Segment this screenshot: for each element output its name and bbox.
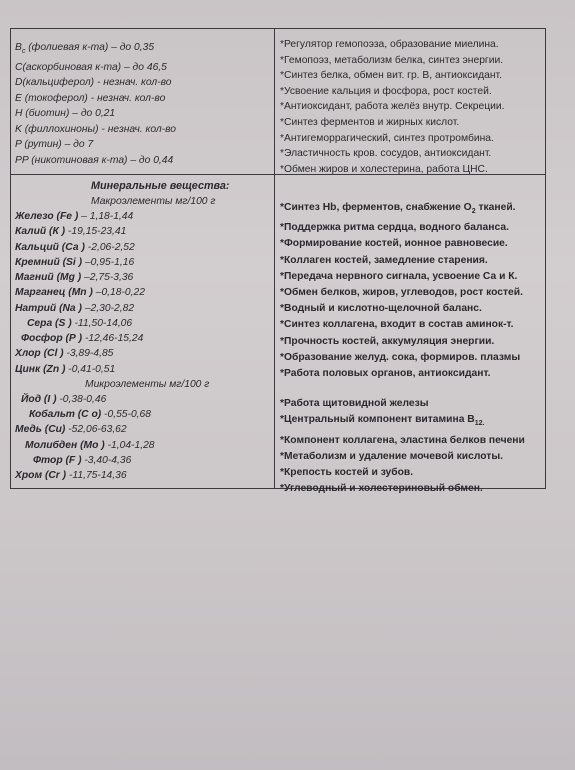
mineral-row: [15, 224, 274, 239]
function-text: *Работа щитовидной железы: [280, 398, 429, 410]
mineral-name: Сера: [27, 317, 56, 329]
mineral-symbol: (Mn ): [68, 287, 93, 299]
mineral-name: Калий: [15, 226, 50, 238]
mineral-value: –2,75-3,36: [81, 272, 134, 283]
mineral-symbol: (Fe ): [56, 211, 79, 222]
mineral-symbol: (Р ): [65, 333, 83, 344]
function-text: *Формирование костей, ионное равновесие.: [280, 238, 508, 250]
mineral-value: -11,50-14,06: [71, 317, 133, 329]
mineral-name: Магний: [15, 272, 57, 283]
mineral-value: – 1,18-1,44: [78, 211, 134, 222]
vitamin-row: [15, 106, 274, 122]
function-text: *Углеводный и холестериновый обмен.: [280, 483, 483, 495]
mineral-row: [15, 240, 274, 255]
mineral-value: –2,30-2,82: [81, 302, 135, 314]
function-text-end: тканей.: [475, 202, 516, 213]
vitamin-name: PP: [15, 154, 29, 166]
mineral-function: [280, 433, 546, 449]
vitamin-function: *Синтез ферментов и жирных кислот.: [280, 116, 460, 128]
mineral-value: -2,06-2,52: [84, 241, 135, 253]
vitamin-name: B: [15, 42, 22, 53]
vitamin-function: *Эластичность кров. сосудов, антиоксидант.: [280, 148, 492, 160]
mineral-row: [15, 438, 274, 453]
vitamin-detail: (токоферол) - незнач. кол-во: [21, 92, 166, 104]
vitamin-function: *Гемопоэз, метаболизм белка, синтез энергии.: [280, 54, 504, 66]
mineral-symbol: (Na ): [59, 302, 82, 314]
mineral-row: [15, 209, 274, 224]
vitamin-function: *Усвоение кальция и фосфора, рост костей.: [280, 85, 492, 97]
mineral-name: Кремний: [15, 256, 63, 268]
vitamin-detail: (аскорбиновая к-та) – до 46,5: [22, 61, 167, 73]
vitamin-row: [15, 60, 274, 76]
vitamin-function: *Регулятор гемопоэза, образование миелина.: [280, 39, 499, 50]
mineral-row: [15, 392, 274, 407]
function-text: *Поддержка ритма сердца, водного баланса.: [280, 222, 509, 234]
vitamin-detail: (фолиевая к-та) – до 0,35: [25, 42, 155, 53]
vitamin-detail: (рутин) – до 7: [21, 139, 94, 151]
mineral-symbol: (F ): [65, 454, 82, 466]
mineral-name: Цинк: [15, 363, 44, 375]
mineral-row: [15, 346, 274, 361]
mineral-function: [280, 334, 546, 350]
mineral-row: [15, 301, 274, 316]
mineral-name: Железо: [15, 211, 57, 222]
mineral-name: Фтор: [33, 454, 66, 466]
mineral-function: [280, 396, 546, 412]
vitamin-function: *Обмен жиров и холестерина, работа ЦНС.: [280, 163, 488, 175]
mineral-value: -52,06-63,62: [65, 424, 127, 436]
vitamin-detail: (филлохиноны) - незнач. кол-во: [21, 123, 176, 135]
function-subscript: 2: [471, 208, 476, 216]
vitamin-name: C: [15, 61, 23, 73]
function-text: *Образование желуд. сока, формиров. плазмы: [280, 351, 521, 363]
vitamin-function: *Антигеморрагический, синтез протромбина.: [280, 132, 494, 144]
mineral-value: -3,89-4,85: [63, 348, 114, 360]
mineral-function: [280, 285, 546, 301]
vitamin-row: [15, 91, 274, 107]
mineral-value: –0,95-1,16: [82, 256, 135, 268]
mineral-row: [15, 468, 274, 483]
vitamin-subscript: c: [21, 48, 26, 56]
macro-heading: Макроэлементы мг/100 г: [91, 196, 216, 207]
column-divider: [274, 29, 275, 488]
mineral-row: [15, 407, 274, 422]
mineral-name: Марганец: [15, 287, 69, 299]
mineral-function: [280, 236, 546, 252]
mineral-name: Фосфор: [21, 333, 66, 344]
function-subscript: 12.: [474, 420, 485, 428]
mineral-name: Медь: [15, 424, 45, 436]
vitamin-detail: (никотиновая к-та) – до 0,44: [28, 154, 174, 166]
mineral-value: -3,40-4,36: [81, 454, 132, 466]
mineral-row: [15, 453, 274, 468]
mineral-row: [15, 362, 274, 377]
mineral-function: [280, 412, 546, 432]
mineral-name: Кальций: [15, 241, 62, 253]
function-text: *Обмен белков, жиров, углеводов, рост костей.: [280, 287, 523, 299]
vitamin-name: H: [15, 108, 23, 120]
mineral-symbol: (S ): [55, 317, 72, 329]
mineral-name: Йод: [21, 393, 44, 405]
mineral-symbol: (Mo ): [80, 439, 105, 451]
function-text: *Синтез коллагена, входит в состав аминок-т.: [280, 319, 514, 331]
vitamin-name: D: [15, 77, 23, 89]
mineral-function: [280, 301, 546, 317]
mineral-function: [280, 220, 546, 236]
vitamin-name: E: [15, 92, 22, 104]
mineral-value: -11,75-14,36: [66, 470, 127, 481]
mineral-function: [280, 253, 546, 269]
vitamin-row: [15, 75, 274, 91]
mineral-symbol: (Cl ): [43, 348, 64, 360]
mineral-row: [15, 331, 274, 346]
vitamin-row: [15, 40, 274, 60]
function-text: *Синтез Hb, ферментов, снабжение O: [280, 202, 472, 213]
mineral-symbol: (К ): [49, 226, 66, 238]
mineral-name: Хлор: [15, 348, 44, 360]
mineral-function: [280, 350, 546, 366]
mineral-name: Кобальт: [29, 409, 78, 420]
spacer: [280, 382, 546, 396]
function-text: *Крепость костей и зубов.: [280, 467, 414, 479]
mineral-symbol: (Са ): [61, 241, 85, 253]
minerals-heading: Минеральные вещества:: [91, 180, 230, 192]
function-text: *Коллаген костей, замедление старения.: [280, 254, 488, 266]
function-text: *Центральный компонент витамина B: [280, 414, 475, 426]
mineral-row: [15, 270, 274, 285]
vitamin-function: *Синтез белка, обмен вит. гр. В, антиоксидант.: [280, 70, 502, 82]
mineral-row: [15, 285, 274, 300]
mineral-value: -0,41-0,51: [65, 363, 116, 375]
function-text: *Водный и кислотно-щелочной баланс.: [280, 303, 482, 315]
mineral-function: [280, 449, 546, 465]
mineral-value: -19,15-23,41: [65, 226, 127, 238]
mineral-row: [15, 422, 274, 437]
function-text: *Прочность костей, аккумуляция энергии.: [280, 335, 495, 347]
vitamin-function: *Антиоксидант, работа желёз внутр. Секреции.: [280, 101, 505, 113]
mineral-symbol: (Mg ): [56, 272, 82, 283]
mineral-function: [280, 200, 546, 220]
mineral-name: Хром: [15, 470, 45, 481]
minerals-cell: [11, 176, 274, 483]
mineral-function: [280, 465, 546, 481]
mineral-functions-cell: [276, 176, 546, 498]
mineral-row: [15, 316, 274, 331]
vitamins-cell: [11, 29, 274, 174]
mineral-symbol: (Zn ): [43, 363, 66, 375]
mineral-function: [280, 269, 546, 285]
mineral-value: -1,04-1,28: [104, 439, 155, 451]
mineral-function: [280, 366, 546, 382]
vitamin-functions-cell: [276, 29, 546, 174]
mineral-name: Натрий: [15, 302, 60, 314]
nutrient-table: [10, 28, 546, 495]
mineral-value: -0,55-0,68: [101, 409, 151, 420]
vitamin-name: P: [15, 139, 22, 151]
mineral-function: [280, 317, 546, 333]
micro-heading: Микроэлементы мг/100 г: [85, 378, 210, 390]
mineral-symbol: (I ): [43, 393, 57, 405]
vitamin-row: [15, 153, 274, 169]
mineral-name: Молибден: [25, 439, 81, 451]
mineral-value: -12,46-15,24: [82, 333, 144, 344]
mineral-value: -0,38-0,46: [56, 393, 107, 405]
mineral-function: [280, 481, 546, 497]
mineral-symbol: (Cu): [44, 424, 66, 436]
function-text: *Компонент коллагена, эластина белков печени: [280, 434, 525, 446]
mineral-symbol: (С о): [77, 409, 102, 420]
function-text: *Передача нервного сигнала, усвоение Са и К.: [280, 270, 518, 282]
vitamin-detail: (биотин) – до 0,21: [22, 108, 116, 120]
function-text: *Метаболизм и удаление мочевой кислоты.: [280, 450, 503, 462]
vitamin-name: K: [15, 123, 22, 135]
vitamin-row: [15, 137, 274, 153]
vitamin-detail: (кальциферол) - незнач. кол-во: [22, 77, 172, 89]
mineral-symbol: (Cr ): [44, 470, 67, 481]
mineral-symbol: (Si ): [62, 256, 83, 268]
function-text: *Работа половых органов, антиоксидант.: [280, 368, 491, 380]
vitamin-row: [15, 122, 274, 138]
mineral-value: –0,18-0,22: [92, 287, 145, 299]
mineral-row: [15, 255, 274, 270]
